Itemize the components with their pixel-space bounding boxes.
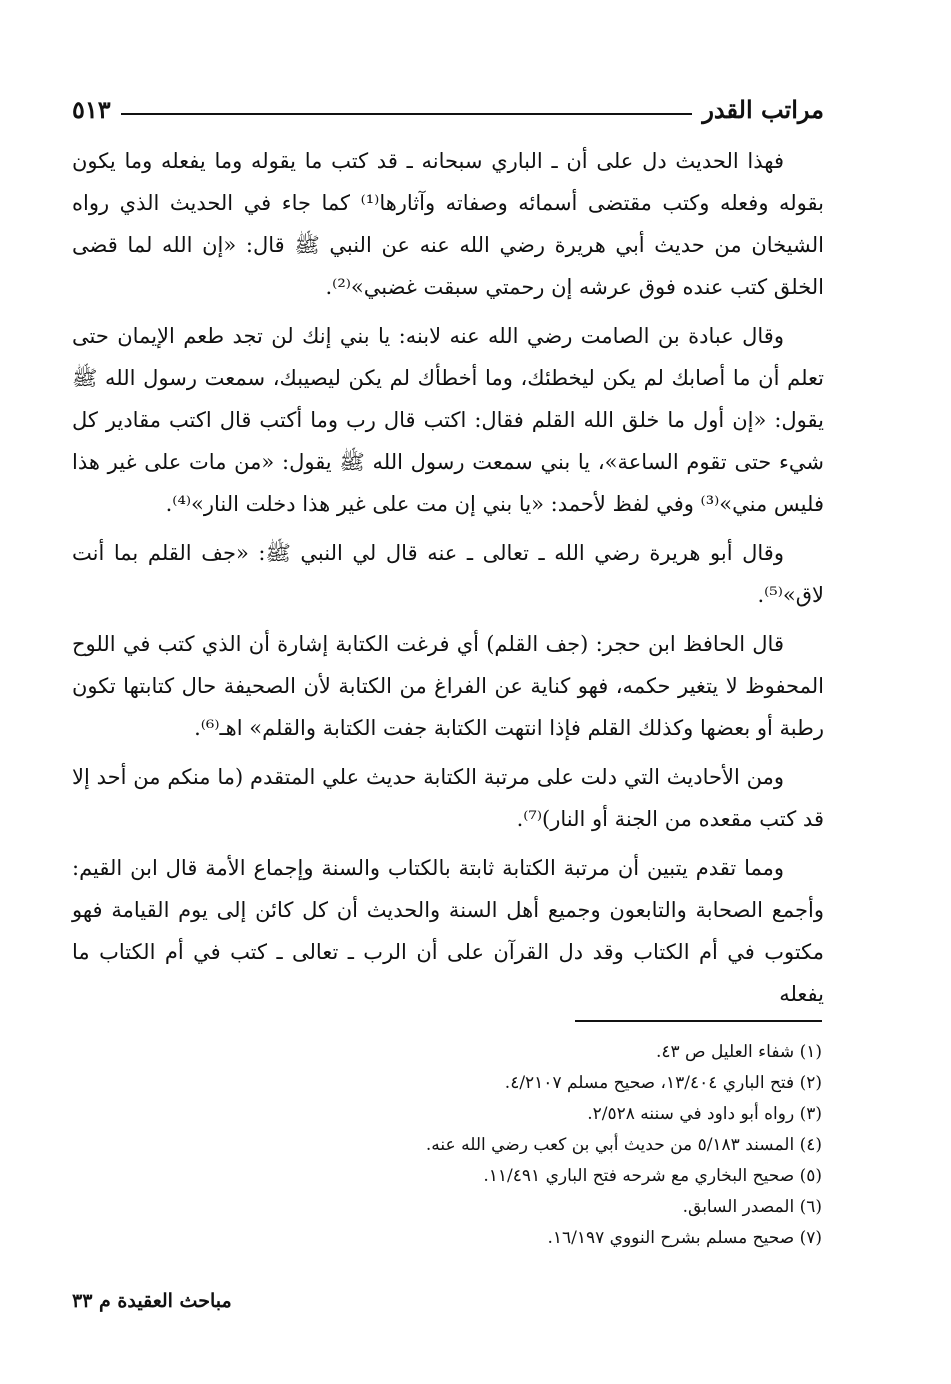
paragraph: ومما تقدم يتبين أن مرتبة الكتابة ثابتة بالكتاب والسنة وإجماع الأمة قال ابن القيم: وأجمع الصحابة والتابعون وجميع أهل السنة والحديث أن كل كائن إلى يوم القيامة فهو مكتوب في أم الكتاب وقد دل القرآن على أن الرب ـ تعالى ـ كتب في أم الكتاب ما يفعله: [72, 856, 824, 1006]
chapter-title: مراتب القدر: [702, 95, 824, 124]
footnote: (٤) المسند ٥/١٨٣ من حديث أبي بن كعب رضي الله عنه.: [425, 1135, 822, 1155]
footnote: (١) شفاء العليل ص ٤٣.: [655, 1042, 822, 1062]
footnote: (٦) المصدر السابق.: [682, 1197, 822, 1217]
running-header: [72, 84, 824, 124]
footnote: (٢) فتح الباري ١٣/٤٠٤، صحيح مسلم ٤/٢١٠٧.: [504, 1073, 822, 1093]
paragraph: فهذا الحديث دل على أن ـ الباري سبحانه ـ قد كتب ما يقوله وما يفعله وما يكون بقوله وفعله وكتب مقتضى أسمائه وصفاته وآثارها⁽¹⁾ كما جاء في الحديث الذي رواه الشيخان من حديث أبي هريرة رضي الله عنه عن النبي ﷺ قال: «إن الله لما قضى الخلق كتب عنده فوق عرشه إن رحمتي سبقت غضبي»⁽²⁾.: [72, 149, 824, 299]
paragraph: ومن الأحاديث التي دلت على مرتبة الكتابة حديث علي المتقدم (ما منكم من أحد إلا قد كتب مقعده من الجنة أو النار)⁽⁷⁾.: [72, 765, 824, 831]
footnote-separator: [575, 1020, 822, 1022]
main-text: [72, 140, 824, 1022]
paragraph: وقال أبو هريرة رضي الله ـ تعالى ـ عنه قال لي النبي ﷺ: «جف القلم بما أنت لاق»⁽⁵⁾.: [72, 541, 824, 607]
footnote: (٣) رواه أبو داود في سننه ٢/٥٢٨.: [587, 1104, 822, 1124]
footnotes-list: [300, 1037, 822, 1254]
footnote: (٥) صحيح البخاري مع شرحه فتح الباري ١١/٤٩١.: [483, 1166, 822, 1186]
signature-mark: مباحث العقيدة م ٣٣: [72, 1290, 232, 1312]
page-number: ٥١٣: [72, 95, 111, 124]
footnote: (٧) صحيح مسلم بشرح النووي ١٦/١٩٧.: [547, 1228, 822, 1248]
paragraph: وقال عبادة بن الصامت رضي الله عنه لابنه: يا بني إنك لن تجد طعم الإيمان حتى تعلم أن ما أصابك لم يكن ليخطئك، وما أخطأك لم يكن ليصيبك، سمعت رسول الله ﷺ يقول: «إن أول ما خلق الله القلم فقال: اكتب قال رب وما أكتب قال اكتب مقادير كل شيء حتى تقوم الساعة»، يا بني سمعت رسول الله ﷺ يقول: «من مات على غير هذا فليس مني»⁽³⁾ وفي لفظ لأحمد: «يا بني إن مت على غير هذا دخلت النار»⁽⁴⁾.: [72, 324, 824, 516]
header-rule: [121, 113, 693, 115]
paragraph: قال الحافظ ابن حجر: (جف القلم) أي فرغت الكتابة إشارة أن الذي كتب في اللوح المحفوظ لا يتغير حكمه، فهو كناية عن الفراغ من الكتابة لأن الصحيفة حال كتابتها تكون رطبة أو بعضها وكذلك القلم فإذا انتهت الكتابة جفت الكتابة والقلم» اهـ⁽⁶⁾.: [72, 632, 824, 740]
